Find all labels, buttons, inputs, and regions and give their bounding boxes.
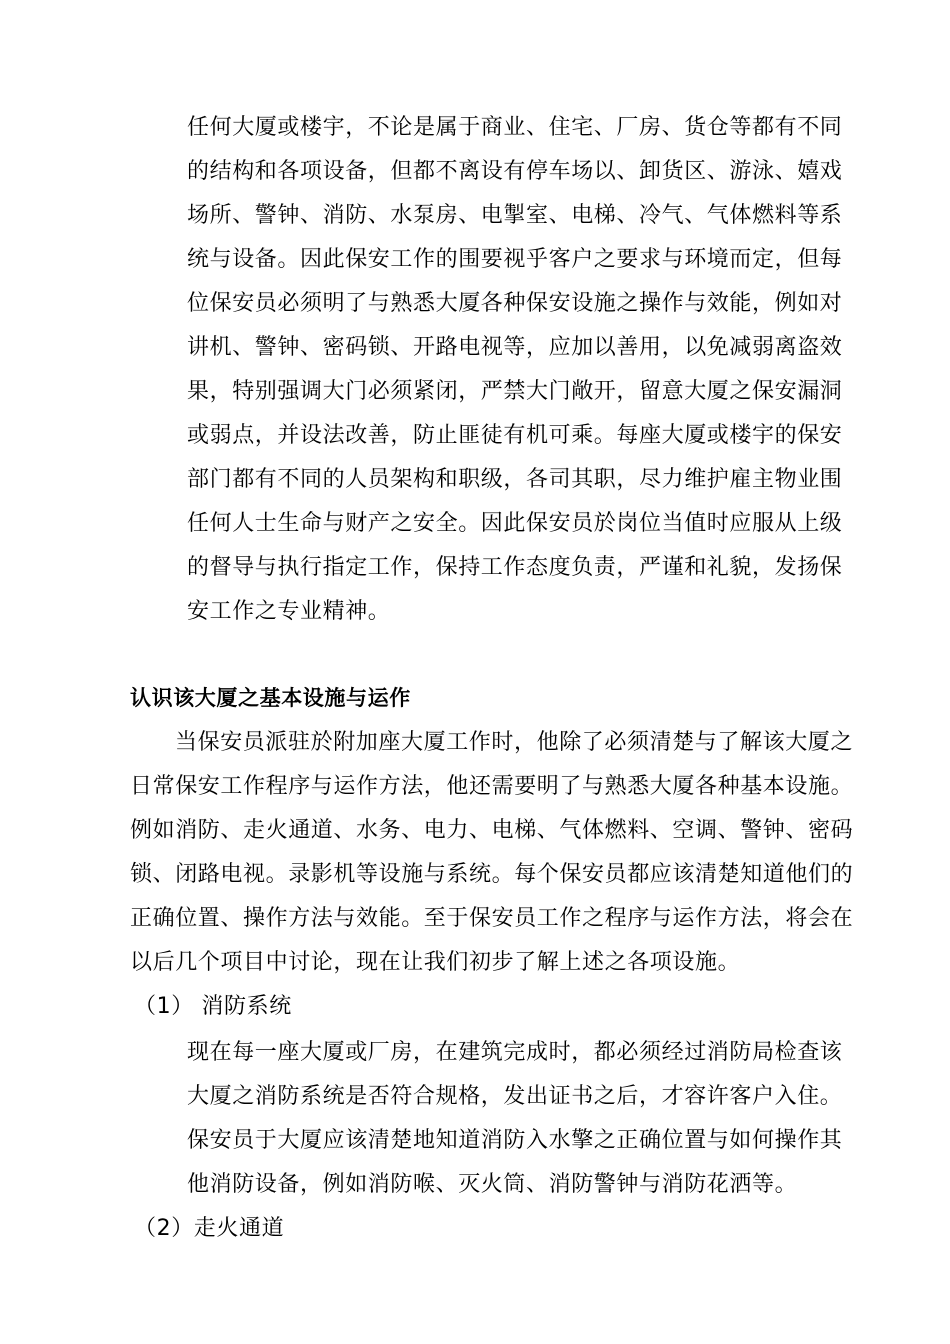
text-line: 任何人士生命与财产之安全。因此保安员於岗位当值时应服从上级 [187, 511, 843, 536]
text-line: 的结构和各项设备，但都不离设有停车场以、卸货区、游泳、嬉戏 [187, 159, 843, 184]
text-line: 安工作之专业精神。 [187, 599, 391, 624]
text-line: 以后几个项目中讨论，现在让我们初步了解上述之各项设施。 [130, 950, 741, 975]
text-line: 大厦之消防系统是否符合规格，发出证书之后，才容许客户入住。 [187, 1084, 843, 1109]
section-heading: 认识该大厦之基本设施与运作 [130, 686, 411, 710]
text-line: 统与设备。因此保安工作的围要视乎客户之要求与环境而定，但每 [187, 247, 843, 272]
text-line: 部门都有不同的人员架构和职级，各司其职，尽力维护雇主物业围 [187, 467, 843, 492]
text-line: 果，特别强调大门必须紧闭，严禁大门敞开，留意大厦之保安漏洞 [187, 379, 843, 404]
text-line: 现在每一座大厦或厂房，在建筑完成时，都必须经过消防局检查该 [187, 1040, 843, 1065]
text-line: 当保安员派驻於附加座大厦工作时，他除了必须清楚与了解该大厦之 [175, 730, 854, 755]
text-line: 任何大厦或楼宇，不论是属于商业、住宅、厂房、货仓等都有不同 [187, 115, 843, 140]
text-line: 日常保安工作程序与运作方法，他还需要明了与熟悉大厦各种基本设施。 [130, 774, 854, 799]
text-line: 或弱点，并设法改善，防止匪徒有机可乘。每座大厦或楼宇的保安 [187, 423, 843, 448]
text-line: 场所、警钟、消防、水泵房、电掣室、电梯、冷气、气体燃料等系 [187, 203, 843, 228]
text-line: 位保安员必须明了与熟悉大厦各种保安设施之操作与效能，例如对 [187, 291, 843, 316]
text-line: 他消防设备，例如消防喉、灭火筒、消防警钟与消防花洒等。 [187, 1172, 798, 1197]
text-line: 讲机、警钟、密码锁、开路电视等，应加以善用，以免减弱离盗效 [187, 335, 843, 360]
text-line: 保安员于大厦应该清楚地知道消防入水擎之正确位置与如何操作其 [187, 1128, 843, 1153]
text-line: 正确位置、操作方法与效能。至于保安员工作之程序与运作方法，将会在 [130, 906, 854, 931]
text-line: 的督导与执行指定工作，保持工作态度负责，严谨和礼貌，发扬保 [187, 555, 843, 580]
list-item-label: （2）走火通道 [134, 1216, 285, 1241]
text-line: 例如消防、走火通道、水务、电力、电梯、气体燃料、空调、警钟、密码 [130, 818, 854, 843]
list-item-label: （1） 消防系统 [134, 994, 292, 1019]
text-line: 锁、闭路电视。录影机等设施与系统。每个保安员都应该清楚知道他们的 [130, 862, 854, 887]
